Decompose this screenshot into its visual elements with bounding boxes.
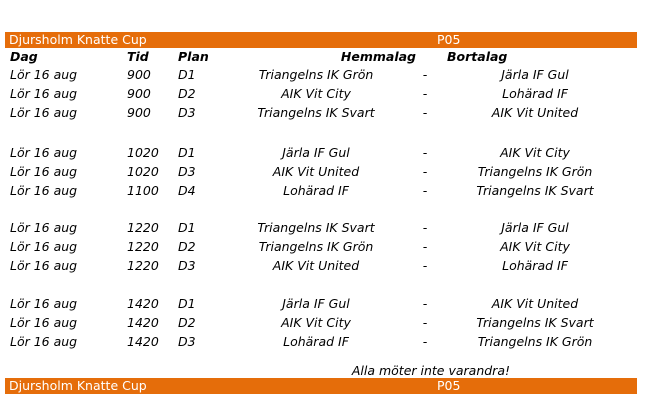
table-row: [0, 256, 646, 275]
header-code: P05: [437, 32, 461, 47]
away-team: AIK Vit United: [491, 105, 579, 120]
away-team: Triangelns IK Svart: [476, 315, 594, 330]
match-time: 900: [127, 67, 151, 82]
home-team: Triangelns IK Grön: [258, 239, 374, 254]
footer-bar: [5, 378, 637, 394]
home-team: AIK Vit City: [281, 315, 351, 330]
home-team: AIK Vit United: [272, 258, 360, 273]
match-separator: -: [422, 220, 428, 235]
col-bortalag: Bortalag: [447, 49, 508, 64]
home-team: Järla IF Gul: [282, 145, 350, 160]
match-field: D3: [178, 258, 196, 273]
away-team: Triangelns IK Svart: [476, 183, 594, 198]
match-time: 1100: [127, 183, 159, 198]
footer-title: Djursholm Knatte Cup: [9, 378, 147, 393]
table-row: [0, 65, 646, 84]
table-row: [0, 218, 646, 237]
match-separator: -: [422, 183, 428, 198]
col-tid: Tid: [127, 49, 149, 64]
away-team: Lohärad IF: [502, 86, 568, 101]
home-team: AIK Vit City: [281, 86, 351, 101]
table-row: [0, 313, 646, 332]
match-field: D4: [178, 183, 196, 198]
header-title: Djursholm Knatte Cup: [9, 32, 147, 47]
match-date: Lör 16 aug: [10, 296, 78, 311]
home-team: Järla IF Gul: [282, 296, 350, 311]
away-team: AIK Vit City: [500, 239, 570, 254]
match-field: D1: [178, 67, 196, 82]
match-separator: -: [422, 239, 428, 254]
col-dag: Dag: [10, 49, 38, 64]
match-date: Lör 16 aug: [10, 183, 78, 198]
note-text: Alla möter inte varandra!: [351, 363, 510, 378]
footer-code: P05: [437, 378, 461, 393]
away-team: Lohärad IF: [502, 258, 568, 273]
match-time: 1220: [127, 220, 159, 235]
match-time: 1020: [127, 145, 159, 160]
match-separator: -: [422, 105, 428, 120]
match-time: 900: [127, 105, 151, 120]
home-team: AIK Vit United: [272, 164, 360, 179]
match-separator: -: [422, 67, 428, 82]
match-time: 1020: [127, 164, 159, 179]
away-team: Triangelns IK Grön: [477, 164, 593, 179]
table-row: [0, 181, 646, 200]
home-team: Triangelns IK Svart: [257, 105, 375, 120]
match-field: D1: [178, 296, 196, 311]
match-date: Lör 16 aug: [10, 86, 78, 101]
away-team: Järla IF Gul: [501, 220, 569, 235]
match-field: D3: [178, 105, 196, 120]
match-date: Lör 16 aug: [10, 258, 78, 273]
match-separator: -: [422, 86, 428, 101]
match-separator: -: [422, 145, 428, 160]
away-team: AIK Vit City: [500, 145, 570, 160]
table-row: [0, 237, 646, 256]
match-date: Lör 16 aug: [10, 67, 78, 82]
table-row: [0, 84, 646, 103]
col-hemmalag: Hemmalag: [340, 49, 416, 64]
table-row: [0, 162, 646, 181]
home-team: Lohärad IF: [283, 334, 349, 349]
column-headers: [0, 48, 646, 65]
match-field: D2: [178, 86, 196, 101]
match-time: 1420: [127, 296, 159, 311]
table-row: [0, 294, 646, 313]
match-field: D1: [178, 145, 196, 160]
table-row: [0, 332, 646, 351]
match-separator: -: [422, 334, 428, 349]
home-team: Triangelns IK Svart: [257, 220, 375, 235]
match-date: Lör 16 aug: [10, 220, 78, 235]
match-date: Lör 16 aug: [10, 145, 78, 160]
match-time: 1220: [127, 239, 159, 254]
match-separator: -: [422, 296, 428, 311]
home-team: Triangelns IK Grön: [258, 67, 374, 82]
away-team: Triangelns IK Grön: [477, 334, 593, 349]
match-field: D3: [178, 334, 196, 349]
table-row: [0, 143, 646, 162]
table-row: [0, 103, 646, 122]
match-time: 1220: [127, 258, 159, 273]
match-date: Lör 16 aug: [10, 315, 78, 330]
match-time: 1420: [127, 315, 159, 330]
away-team: AIK Vit United: [491, 296, 579, 311]
match-date: Lör 16 aug: [10, 334, 78, 349]
match-field: D1: [178, 220, 196, 235]
match-field: D2: [178, 315, 196, 330]
match-field: D2: [178, 239, 196, 254]
match-time: 900: [127, 86, 151, 101]
header-bar: [5, 32, 637, 48]
home-team: Lohärad IF: [283, 183, 349, 198]
match-date: Lör 16 aug: [10, 239, 78, 254]
col-plan: Plan: [178, 49, 209, 64]
match-separator: -: [422, 258, 428, 273]
away-team: Järla IF Gul: [501, 67, 569, 82]
match-separator: -: [422, 315, 428, 330]
match-time: 1420: [127, 334, 159, 349]
match-separator: -: [422, 164, 428, 179]
match-date: Lör 16 aug: [10, 164, 78, 179]
match-date: Lör 16 aug: [10, 105, 78, 120]
match-field: D3: [178, 164, 196, 179]
